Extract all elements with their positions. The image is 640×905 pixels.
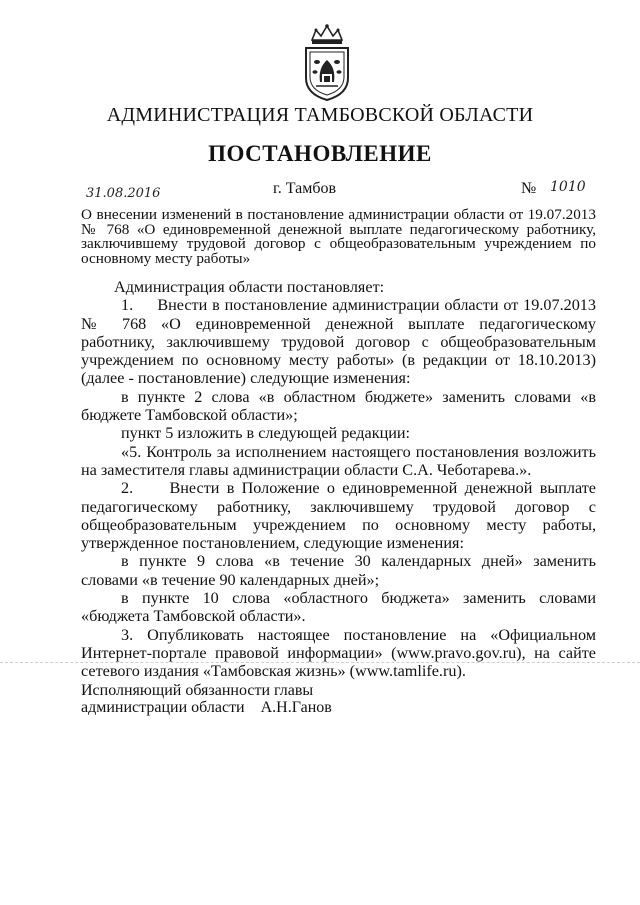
document-type: ПОСТАНОВЛЕНИЕ bbox=[208, 141, 432, 166]
signatory-name: А.Н.Ганов bbox=[260, 699, 332, 716]
document-number bbox=[550, 179, 586, 195]
signature-position-2 bbox=[81, 699, 332, 716]
document-number-value: 1010 bbox=[550, 179, 586, 195]
document-body bbox=[81, 278, 596, 681]
number-label: № bbox=[521, 180, 537, 197]
document-title: О внесении изменений в постановление администрации области от 19.07.2013 № 768 «О единовременной денежной выплате педагогическому работнику, заключившему трудовой договор с общеобразовательным учреждением по основному месту работы» bbox=[81, 206, 596, 267]
paragraph-2a: в пункте 9 слова «в течение 30 календарных дней» заменить словами «в течение 90 календарных дней»; bbox=[81, 552, 596, 589]
preamble: Администрация области постановляет: bbox=[114, 278, 385, 296]
paragraph-2b: в пункте 10 слова «областного бюджета» заменить словами «бюджета Тамбовской области». bbox=[81, 589, 596, 626]
fold-line bbox=[0, 662, 640, 663]
organization-title: АДМИНИСТРАЦИЯ ТАМБОВСКОЙ ОБЛАСТИ bbox=[106, 104, 534, 126]
signature-position-2-text: администрации области bbox=[81, 699, 245, 716]
paragraph-3: 3. Опубликовать настоящее постановление на «Официальном Интернет-портале правовой информации» (www.pravo.gov.ru), на сайте сетевого издания «Тамбовская жизнь» (www.tamlife.ru). bbox=[81, 625, 596, 681]
paragraph-1b: пункт 5 изложить в следующей редакции: bbox=[121, 424, 411, 443]
coat-of-arms-icon bbox=[298, 22, 356, 102]
paragraph-1a: в пункте 2 слова «в областном бюджете» заменить словами «в бюджете Тамбовской области»; bbox=[81, 387, 596, 425]
document-date: 31.08.2016 bbox=[86, 186, 161, 201]
signature-position-1: Исполняющий обязанности главы bbox=[81, 682, 314, 699]
paragraph-1: 1. Внести в постановление администрации области от 19.07.2013 № 768 «О единовременной денежной выплате педагогическому работнику, заключившему трудовой договор с общеобразовательным учреждением по основному месту работы» (в редакции от 18.10.2013) (далее - постановление) следующие изменения: bbox=[81, 296, 596, 388]
signature-block bbox=[81, 682, 332, 716]
paragraph-1c: «5. Контроль за исполнением настоящего постановления возложить на заместителя главы администрации области С.А. Чеботарева.». bbox=[81, 442, 596, 479]
document-city: г. Тамбов bbox=[273, 180, 337, 197]
paragraph-2: 2. Внести в Положение о единовременной денежной выплате педагогическому работнику, заключившему трудовой договор с общеобразовательным учреждением по основному месту работы, утвержденное постановлением, следующие изменения: bbox=[81, 479, 596, 553]
